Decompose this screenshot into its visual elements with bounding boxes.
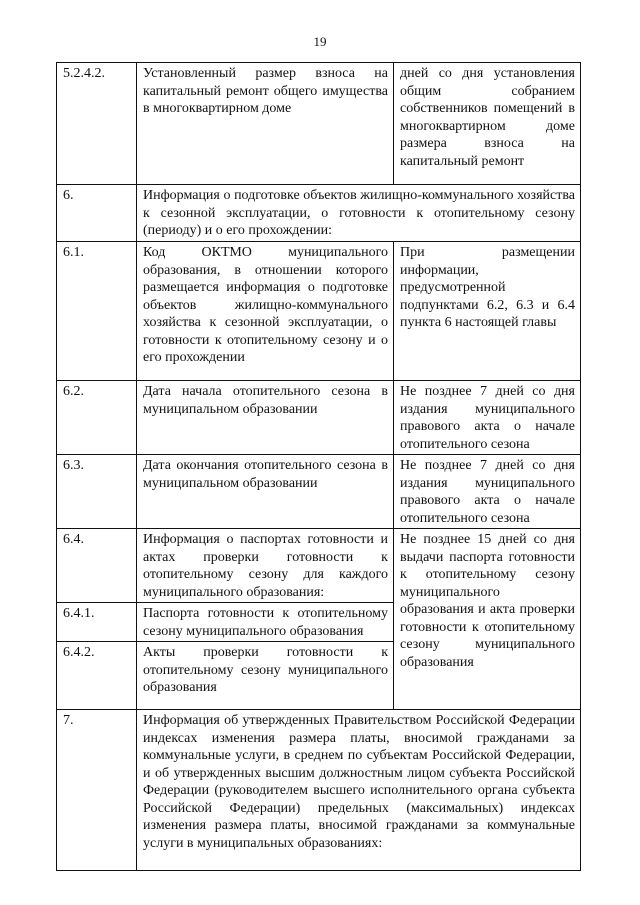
table-row (57, 455, 581, 529)
table-row (57, 529, 581, 603)
row-number: 6.3. (57, 455, 137, 529)
row-number: 6.4. (57, 529, 137, 603)
row-number: 6.1. (57, 242, 137, 381)
row-description: Информация о подготовке объектов жилищно-коммунального хозяйства к сезонной эксплуатации, о готовности к отопительному сезону (периоду) и о его прохождении: (137, 185, 581, 242)
row-description: Установленный размер взноса на капитальный ремонт общего имущества в многоквартирном доме (137, 63, 394, 185)
row-description: Дата окончания отопительного сезона в муниципальном образовании (137, 455, 394, 529)
row-number: 6.2. (57, 381, 137, 455)
row-number: 6.4.2. (57, 642, 137, 710)
row-description: Информация о паспортах готовности и актах проверки готовности к отопительному сезону для каждого муниципального образования: (137, 529, 394, 603)
row-deadline: Не позднее 15 дней со дня выдачи паспорта готовности к отопительному сезону муниципального образования и акта проверки готовности к отопительному сезону муниципального образования (394, 529, 581, 710)
table-row (57, 381, 581, 455)
table-row (57, 63, 581, 185)
row-deadline: дней со дня установления общим собранием собственников помещений в многоквартирном доме размера взноса на капитальный ремонт (394, 63, 581, 185)
table-row (57, 242, 581, 381)
row-deadline: Не позднее 7 дней со дня издания муниципального правового акта о начале отопительного сезона (394, 455, 581, 529)
regulation-table (56, 62, 581, 871)
row-deadline: Не позднее 7 дней со дня издания муниципального правового акта о начале отопительного сезона (394, 381, 581, 455)
row-description: Паспорта готовности к отопительному сезону муниципального образования (137, 603, 394, 642)
row-description: Код ОКТМО муниципального образования, в отношении которого размещается информация о подготовке объектов жилищно-коммунального хозяйства к сезонной эксплуатации, о готовности к отопительному сезону и о его прохождении (137, 242, 394, 381)
row-number: 6.4.1. (57, 603, 137, 642)
row-description: Информация об утвержденных Правительством Российской Федерации индексах изменения размера платы, вносимой гражданами за коммунальные услуги, в среднем по субъектам Российской Федерации, и об утвержденных высшим должностным лицом субъекта Российской Федерации (руководителем высшего исполнительного органа субъекта Российской Федерации) предельных (максимальных) индексах изменения размера платы, вносимой гражданами за коммунальные услуги в муниципальных образованиях: (137, 710, 581, 871)
row-number: 5.2.4.2. (57, 63, 137, 185)
row-description: Дата начала отопительного сезона в муниципальном образовании (137, 381, 394, 455)
table-row (57, 710, 581, 871)
page-number: 19 (313, 34, 327, 49)
table-row (57, 185, 581, 242)
row-description: Акты проверки готовности к отопительному сезону муниципального образования (137, 642, 394, 710)
row-number: 6. (57, 185, 137, 242)
row-number: 7. (57, 710, 137, 871)
row-deadline: При размещении информации, предусмотренной подпунктами 6.2, 6.3 и 6.4 пункта 6 настоящей главы (394, 242, 581, 381)
